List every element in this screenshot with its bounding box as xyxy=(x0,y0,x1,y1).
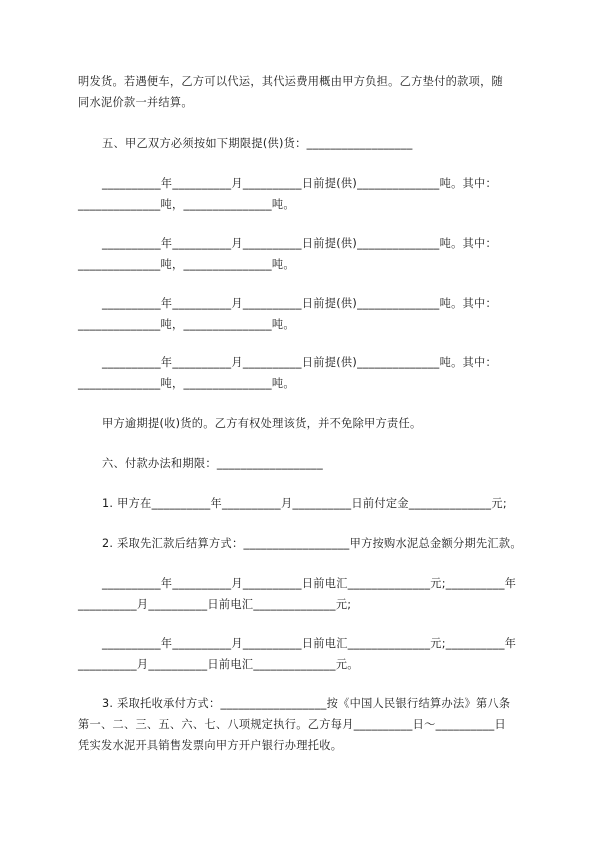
text-line: ______________吨，_______________吨。 xyxy=(78,198,295,211)
text-line: __________年__________月__________日前提(供)______________吨。其中： xyxy=(102,297,498,310)
text-line: __________年__________月__________日前提(供)______________吨。其中： xyxy=(102,356,498,369)
section-heading: 六、付款办法和期限：__________________ xyxy=(102,457,323,470)
text-line: __________年__________月__________日前电汇______________元;__________年 xyxy=(102,637,517,650)
text-line: 3. 采取托收承付方式：__________________按《中国人民银行结算办法》第八条 xyxy=(102,697,511,710)
text-line: 第一、二、三、五、六、七、八项规定执行。乙方每月__________日～__________日 xyxy=(78,718,507,731)
section-heading: 五、甲乙双方必须按如下期限提(供)货：__________________ xyxy=(102,137,413,150)
text-line: __________月__________日前电汇______________元。 xyxy=(78,658,359,671)
text-line: 1. 甲方在__________年__________月__________日前付定金______________元; xyxy=(102,497,507,510)
text-line: 甲方逾期提(收)货的。乙方有权处理该货，并不免除甲方责任。 xyxy=(102,417,422,430)
text-line: ______________吨，_______________吨。 xyxy=(78,318,295,331)
text-line: __________年__________月__________日前电汇______________元;__________年 xyxy=(102,577,517,590)
text-line: 同水泥价款一并结算。 xyxy=(78,96,193,109)
text-line: __________年__________月__________日前提(供)______________吨。其中： xyxy=(102,237,498,250)
text-line: ______________吨，_______________吨。 xyxy=(78,258,295,271)
text-line: __________年__________月__________日前提(供)______________吨。其中： xyxy=(102,177,498,190)
text-line: ______________吨，_______________吨。 xyxy=(78,377,295,390)
text-line: __________月__________日前电汇______________元; xyxy=(78,598,352,611)
text-line: 凭实发水泥开具销售发票向甲方开户银行办理托收。 xyxy=(78,739,343,752)
text-line: 2. 采取先汇款后结算方式：__________________甲方按购水泥总金额分期先汇款。 xyxy=(102,537,522,550)
text-line: 明发货。若遇便车，乙方可以代运，其代运费用概由甲方负担。乙方垫付的款项，随 xyxy=(78,75,504,88)
